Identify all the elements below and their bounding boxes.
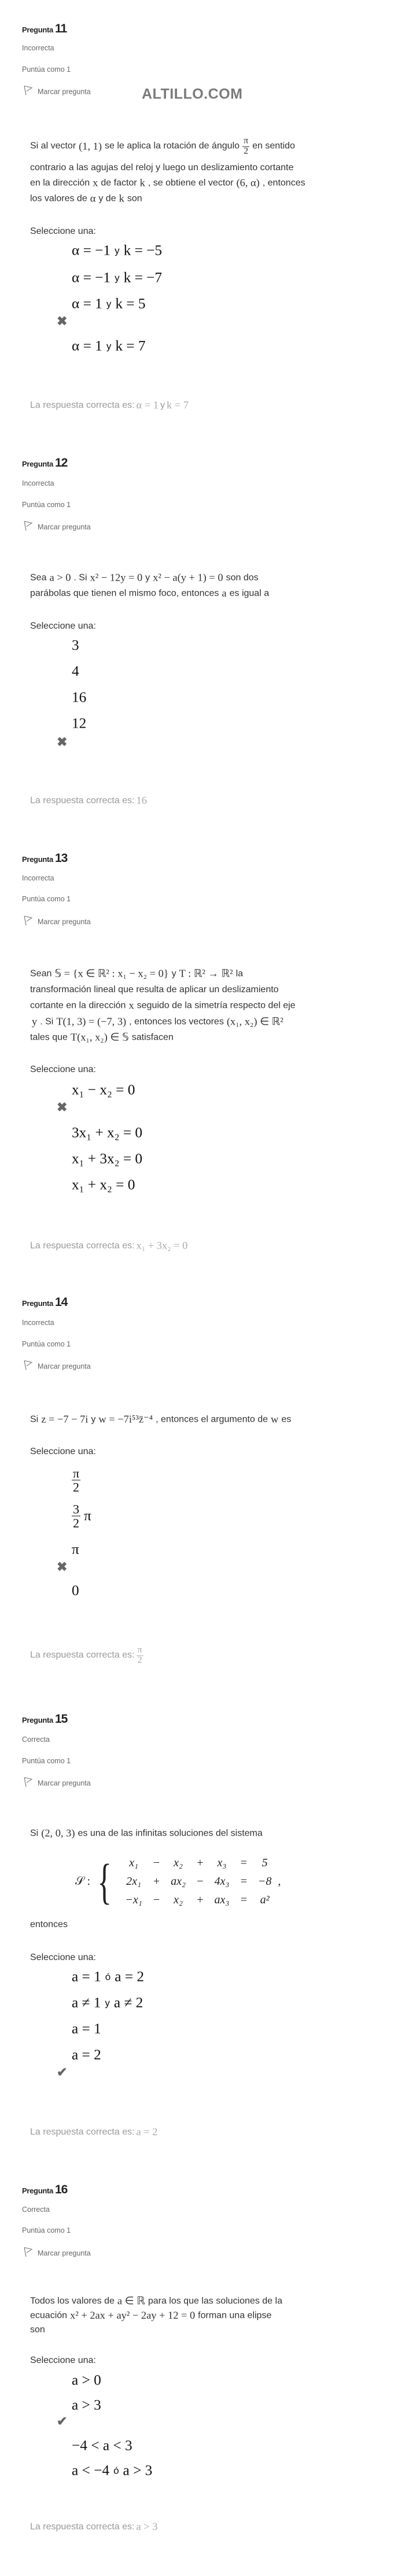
text-segment: y bbox=[145, 573, 150, 582]
question-points: Puntúa como 1 bbox=[22, 1340, 71, 1348]
question-text-line bbox=[30, 1016, 285, 1028]
text-segment: entonces bbox=[30, 1920, 68, 1929]
question-number: 14 bbox=[54, 1296, 68, 1309]
math-expression: k = 7 bbox=[166, 399, 189, 411]
math-expression: α = −1 bbox=[72, 269, 111, 286]
text-segment: y bbox=[115, 245, 120, 256]
correct-answer-prefix: La respuesta correcta es: bbox=[30, 2522, 135, 2531]
correct-answer bbox=[30, 1240, 189, 1252]
text-segment: y bbox=[91, 1414, 96, 1424]
question-text-line bbox=[30, 985, 279, 995]
question-number: 12 bbox=[54, 456, 68, 469]
answer-option[interactable] bbox=[70, 1177, 137, 1194]
equation-system bbox=[75, 1854, 281, 1909]
text-segment: y bbox=[106, 298, 112, 309]
fraction-denominator: 2 bbox=[244, 146, 249, 156]
text-segment: Si al vector bbox=[30, 141, 76, 151]
text-segment: Sean bbox=[30, 968, 52, 978]
answer-option[interactable] bbox=[70, 1466, 82, 1494]
answer-option[interactable] bbox=[70, 1125, 144, 1142]
question-text-line bbox=[30, 588, 269, 600]
left-brace: { bbox=[97, 1854, 112, 1909]
question-text-line bbox=[30, 1000, 296, 1012]
math-expression: a > 3 bbox=[123, 2462, 153, 2479]
question-text-line bbox=[30, 572, 259, 584]
text-segment: . Si bbox=[40, 1017, 54, 1026]
math-expression: a = 2 bbox=[136, 2126, 158, 2138]
question-text-line bbox=[30, 1032, 174, 1044]
text-segment: transformación lineal que resulta de aplicar un deslizamiento bbox=[30, 985, 279, 995]
system-trailing: , bbox=[278, 1874, 281, 1888]
math-expression: α = −1 bbox=[72, 242, 111, 259]
system-cell: x₂ bbox=[174, 1893, 183, 1906]
answer-option[interactable] bbox=[70, 338, 148, 355]
text-segment: ó bbox=[113, 2465, 119, 2476]
select-prompt: Seleccione una: bbox=[30, 1065, 96, 1074]
flag-label: Marcar pregunta bbox=[38, 2249, 91, 2257]
question-title bbox=[22, 852, 67, 865]
text-segment: Si bbox=[30, 1828, 39, 1838]
math-expression: α = 1 bbox=[72, 295, 102, 312]
fraction-numerator: π bbox=[244, 135, 249, 146]
text-segment: cortante en la dirección bbox=[30, 1000, 126, 1010]
correct-answer bbox=[30, 795, 149, 807]
question-text-line bbox=[30, 968, 243, 980]
question-status: Incorrecta bbox=[22, 479, 54, 487]
question-points: Puntúa como 1 bbox=[22, 501, 71, 509]
math-expression: x² − a(y + 1) = 0 bbox=[153, 571, 223, 584]
x-icon: ✖ bbox=[57, 735, 68, 749]
math-expression: T : ℝ² → ℝ² bbox=[179, 967, 233, 979]
flag-label: Marcar pregunta bbox=[38, 523, 91, 531]
correct-answer bbox=[30, 1646, 145, 1666]
answer-option[interactable] bbox=[70, 637, 81, 654]
math-expression: a < −4 bbox=[72, 2462, 110, 2479]
flag-label: Marcar pregunta bbox=[38, 87, 91, 96]
question-label: Pregunta bbox=[22, 1299, 53, 1308]
math-expression: (6, α) bbox=[236, 177, 260, 189]
math-expression: α = 1 bbox=[72, 337, 102, 354]
system-cell: + bbox=[196, 1856, 204, 1869]
answer-option[interactable] bbox=[70, 1995, 145, 2012]
text-segment: , entonces los vectores bbox=[129, 1017, 224, 1026]
x-icon: ✖ bbox=[57, 1559, 68, 1574]
math-expression: k = −7 bbox=[123, 269, 163, 286]
math-expression: w = −7i⁵³z̄⁻⁴ bbox=[98, 1413, 153, 1425]
text-segment: ecuación bbox=[30, 2310, 68, 2320]
question-label: Pregunta bbox=[22, 855, 53, 864]
question-text-line bbox=[30, 2310, 271, 2322]
question-text-line bbox=[30, 193, 142, 205]
question-number: 13 bbox=[54, 852, 68, 865]
question-title bbox=[22, 1712, 67, 1726]
math-expression: k = 5 bbox=[115, 295, 146, 312]
answer-option[interactable] bbox=[70, 270, 164, 287]
question-text-line bbox=[30, 1414, 291, 1426]
fraction-denominator: 2 bbox=[73, 1515, 79, 1531]
math-expression: a ≠ 1 bbox=[72, 1994, 101, 2011]
system-cell: + bbox=[152, 1874, 161, 1888]
answer-option[interactable] bbox=[70, 1502, 93, 1529]
fraction-denominator: 2 bbox=[137, 1655, 142, 1665]
system-label: 𝒮 : bbox=[75, 1874, 91, 1888]
correct-answer bbox=[30, 2126, 159, 2138]
correct-answer-prefix: La respuesta correcta es: bbox=[30, 795, 135, 805]
question-label: Pregunta bbox=[22, 2186, 53, 2195]
question-status: Incorrecta bbox=[22, 1319, 54, 1327]
text-segment: Todos los valores de bbox=[30, 2296, 115, 2306]
question-label: Pregunta bbox=[22, 1716, 53, 1724]
text-segment: y de bbox=[98, 193, 116, 203]
math-expression: 3 bbox=[72, 637, 79, 654]
math-expression: T(1, 3) = (−7, 3) bbox=[56, 1015, 127, 1028]
math-expression: k = −5 bbox=[123, 242, 163, 259]
question-number: 11 bbox=[54, 22, 67, 35]
watermark: ALTILLO.COM bbox=[142, 86, 243, 102]
math-expression: 3x₁ + x₂ = 0 bbox=[72, 1124, 143, 1141]
answer-option[interactable] bbox=[70, 1082, 137, 1099]
text-segment: en sentido bbox=[252, 141, 295, 151]
text-segment: seguido de la simetría respecto del eje bbox=[137, 1000, 296, 1010]
answer-option[interactable] bbox=[70, 2463, 154, 2479]
text-segment: es bbox=[281, 1414, 292, 1424]
select-prompt: Seleccione una: bbox=[30, 1953, 96, 1962]
answer-option[interactable] bbox=[70, 715, 88, 732]
system-cell: + bbox=[196, 1893, 204, 1906]
text-segment: la bbox=[235, 968, 244, 978]
math-expression: a > 3 bbox=[72, 2397, 101, 2413]
text-segment: , se obtiene el vector bbox=[148, 178, 234, 188]
system-row bbox=[120, 1854, 277, 1872]
select-prompt: Seleccione una: bbox=[30, 621, 96, 631]
text-segment: Si bbox=[30, 1414, 39, 1424]
math-expression: α bbox=[90, 192, 96, 204]
text-segment: . Si bbox=[73, 573, 87, 582]
math-expression: T(x₁, x₂) ∈ 𝕊 bbox=[70, 1031, 129, 1043]
select-prompt: Seleccione una: bbox=[30, 1447, 96, 1456]
math-expression: x₁ + 3x₂ = 0 bbox=[72, 1150, 143, 1167]
math-expression: y bbox=[32, 1015, 38, 1028]
math-expression: x bbox=[93, 177, 98, 189]
system-row bbox=[120, 1891, 277, 1909]
question-text-line bbox=[30, 1920, 68, 1930]
question-label: Pregunta bbox=[22, 25, 53, 34]
question-points: Puntúa como 1 bbox=[22, 895, 71, 903]
math-expression: −4 < a < 3 bbox=[72, 2437, 132, 2454]
text-segment: satisfacen bbox=[131, 1032, 174, 1042]
fraction-denominator: 2 bbox=[73, 1480, 80, 1495]
answer-option[interactable] bbox=[70, 2021, 103, 2038]
text-segment: Sea bbox=[30, 573, 47, 582]
text-segment: y bbox=[106, 340, 112, 351]
system-cell: − bbox=[152, 1893, 161, 1906]
answer-option[interactable] bbox=[70, 2372, 103, 2389]
text-segment: son bbox=[127, 193, 142, 203]
text-segment: y bbox=[105, 1997, 110, 2008]
text-segment: contrario a las agujas del reloj y luego un deslizamiento cortante bbox=[30, 163, 294, 173]
question-text-line bbox=[30, 1828, 263, 1840]
math-expression: a > 0 bbox=[49, 571, 71, 584]
math-expression: k = 7 bbox=[115, 337, 146, 354]
correct-answer bbox=[30, 399, 190, 412]
flag-label: Marcar pregunta bbox=[38, 1779, 91, 1787]
math-expression: π bbox=[72, 1541, 79, 1558]
text-segment: forman una elipse bbox=[198, 2310, 272, 2320]
system-cell: = bbox=[240, 1856, 248, 1869]
answer-option[interactable] bbox=[70, 1969, 146, 1986]
question-status: Incorrecta bbox=[22, 44, 54, 52]
fraction-numerator: 3 bbox=[73, 1502, 79, 1517]
check-icon: ✔ bbox=[57, 2414, 68, 2428]
answer-option[interactable] bbox=[70, 296, 148, 313]
math-expression: z = −7 − 7i bbox=[41, 1413, 89, 1425]
question-text-line bbox=[30, 2325, 45, 2335]
question-status: Incorrecta bbox=[22, 874, 54, 882]
math-expression: x₁ − x₂ = 0 bbox=[72, 1081, 135, 1098]
math-expression: (x₁, x₂) ∈ ℝ² bbox=[226, 1015, 284, 1028]
flag-question-button[interactable] bbox=[23, 86, 91, 98]
text-segment: ó bbox=[105, 1971, 111, 1982]
answer-option[interactable] bbox=[70, 663, 81, 680]
flag-question-button[interactable] bbox=[23, 916, 91, 928]
system-cell: ax₂ bbox=[171, 1874, 186, 1888]
text-segment: son bbox=[30, 2325, 45, 2335]
question-title bbox=[22, 1296, 67, 1309]
answer-option[interactable] bbox=[70, 1542, 81, 1558]
question-text-line bbox=[30, 163, 293, 173]
question-label: Pregunta bbox=[22, 460, 53, 468]
system-cell: − bbox=[152, 1856, 161, 1869]
flag-question-button[interactable] bbox=[23, 1777, 91, 1789]
answer-option[interactable] bbox=[70, 2047, 103, 2064]
system-cell: 2x₁ bbox=[126, 1874, 141, 1888]
text-segment: en la dirección bbox=[30, 178, 90, 188]
fraction-numerator: π bbox=[73, 1466, 80, 1481]
math-expression: 16 bbox=[136, 794, 147, 806]
math-expression: a = 1 bbox=[72, 1968, 101, 1985]
math-expression: a > 0 bbox=[72, 2372, 101, 2388]
math-expression: 16 bbox=[72, 689, 87, 706]
x-icon: ✖ bbox=[57, 1100, 68, 1114]
text-segment: para los que las soluciones de la bbox=[148, 2296, 282, 2306]
flag-question-button[interactable] bbox=[23, 2247, 91, 2259]
text-segment: y bbox=[171, 968, 176, 978]
question-title bbox=[22, 456, 67, 470]
text-segment: son dos bbox=[226, 573, 259, 582]
question-number: 15 bbox=[54, 1712, 68, 1726]
system-cell: x₂ bbox=[174, 1856, 183, 1869]
answer-option[interactable] bbox=[70, 689, 88, 706]
correct-answer-prefix: La respuesta correcta es: bbox=[30, 1241, 135, 1250]
math-expression: 𝕊 = {x ∈ ℝ² : x₁ − x₂ = 0} bbox=[54, 967, 169, 979]
question-status: Correcta bbox=[22, 1735, 50, 1744]
flag-question-button[interactable] bbox=[23, 521, 91, 533]
answer-option[interactable] bbox=[70, 2397, 103, 2414]
math-expression: a ≠ 2 bbox=[113, 1994, 143, 2011]
text-segment: tales que bbox=[30, 1032, 68, 1042]
math-expression: π bbox=[84, 1507, 91, 1524]
answer-option[interactable] bbox=[70, 1151, 144, 1168]
select-prompt: Seleccione una: bbox=[30, 226, 96, 236]
math-expression: x₁ + x₂ = 0 bbox=[72, 1176, 135, 1193]
correct-answer-prefix: La respuesta correcta es: bbox=[30, 1650, 135, 1660]
flag-icon bbox=[23, 916, 32, 928]
system-cell: 5 bbox=[262, 1856, 268, 1869]
math-expression: 0 bbox=[72, 1582, 79, 1599]
system-cell: 4x₃ bbox=[214, 1874, 230, 1888]
flag-question-button[interactable] bbox=[23, 1360, 91, 1373]
flag-icon bbox=[23, 2247, 32, 2259]
math-expression: 12 bbox=[72, 715, 87, 732]
select-prompt: Seleccione una: bbox=[30, 2355, 96, 2365]
text-segment: es una de las infinitas soluciones del sistema bbox=[78, 1828, 263, 1838]
question-text-line bbox=[30, 2295, 282, 2307]
fraction bbox=[72, 1466, 80, 1494]
flag-icon bbox=[23, 1777, 32, 1789]
math-expression: x₁ + 3x₂ = 0 bbox=[136, 1239, 188, 1252]
question-status: Correcta bbox=[22, 2206, 50, 2214]
flag-icon bbox=[23, 1360, 32, 1373]
correct-answer bbox=[30, 2521, 159, 2533]
flag-label: Marcar pregunta bbox=[38, 918, 91, 926]
math-expression: a = 1 bbox=[72, 2020, 101, 2037]
question-points: Puntúa como 1 bbox=[22, 1757, 71, 1765]
text-segment: , entonces bbox=[262, 178, 305, 188]
system-cell: −x₁ bbox=[125, 1893, 142, 1906]
answer-option[interactable] bbox=[70, 243, 164, 259]
fraction bbox=[242, 137, 249, 157]
flag-icon bbox=[23, 86, 32, 98]
question-text-line bbox=[30, 137, 295, 157]
system-cell: x₃ bbox=[217, 1856, 227, 1869]
math-expression: x bbox=[128, 999, 134, 1011]
question-title bbox=[22, 2183, 67, 2197]
text-segment: y bbox=[160, 400, 165, 410]
system-cell: = bbox=[240, 1874, 248, 1888]
text-segment: , entonces el argumento de bbox=[156, 1414, 268, 1424]
math-expression: a ∈ ℝ bbox=[117, 2295, 145, 2307]
system-cell: − bbox=[196, 1874, 204, 1888]
x-icon: ✖ bbox=[57, 314, 68, 328]
math-expression: x² + 2ax + ay² − 2ay + 12 = 0 bbox=[70, 2309, 196, 2321]
text-segment: los valores de bbox=[30, 193, 87, 203]
math-expression: α = 1 bbox=[136, 399, 159, 411]
answer-option[interactable] bbox=[70, 2438, 134, 2454]
math-expression: (1, 1) bbox=[79, 140, 102, 152]
system-cell: −8 bbox=[257, 1874, 272, 1888]
text-segment: se le aplica la rotación de ángulo bbox=[104, 141, 240, 151]
math-expression: k bbox=[139, 177, 145, 189]
math-expression: k bbox=[119, 192, 124, 204]
correct-answer-prefix: La respuesta correcta es: bbox=[30, 400, 135, 410]
system-cell: a² bbox=[260, 1893, 270, 1906]
text-segment: parábolas que tienen el mismo foco, entonces bbox=[30, 588, 219, 598]
system-table bbox=[120, 1854, 277, 1909]
math-expression: a = 2 bbox=[115, 1968, 145, 1985]
answer-option[interactable] bbox=[70, 1583, 81, 1599]
question-number: 16 bbox=[54, 2183, 68, 2196]
math-expression: w bbox=[271, 1413, 279, 1425]
system-cell: x₁ bbox=[129, 1856, 138, 1869]
math-expression: a bbox=[222, 587, 227, 599]
system-cell: = bbox=[240, 1893, 248, 1906]
fraction bbox=[137, 1646, 143, 1666]
flag-icon bbox=[23, 521, 32, 533]
flag-label: Marcar pregunta bbox=[38, 1362, 91, 1370]
math-expression: (2, 0, 3) bbox=[41, 1827, 75, 1839]
math-expression: a > 3 bbox=[136, 2520, 158, 2533]
math-expression: x² − 12y = 0 bbox=[90, 571, 143, 584]
math-expression: 4 bbox=[72, 663, 79, 680]
text-segment: y bbox=[115, 272, 120, 283]
text-segment: de factor bbox=[101, 178, 137, 188]
fraction bbox=[72, 1502, 80, 1529]
question-title bbox=[22, 22, 67, 36]
correct-answer-prefix: La respuesta correcta es: bbox=[30, 2127, 135, 2137]
system-cell: ax₃ bbox=[214, 1893, 230, 1906]
text-segment: es igual a bbox=[229, 588, 270, 598]
system-row bbox=[120, 1872, 277, 1891]
question-points: Puntúa como 1 bbox=[22, 65, 71, 74]
math-expression: a = 2 bbox=[72, 2046, 101, 2063]
question-text-line bbox=[30, 177, 305, 189]
question-points: Puntúa como 1 bbox=[22, 2226, 71, 2234]
fraction-numerator: π bbox=[137, 1645, 142, 1655]
check-icon: ✔ bbox=[57, 2065, 68, 2079]
